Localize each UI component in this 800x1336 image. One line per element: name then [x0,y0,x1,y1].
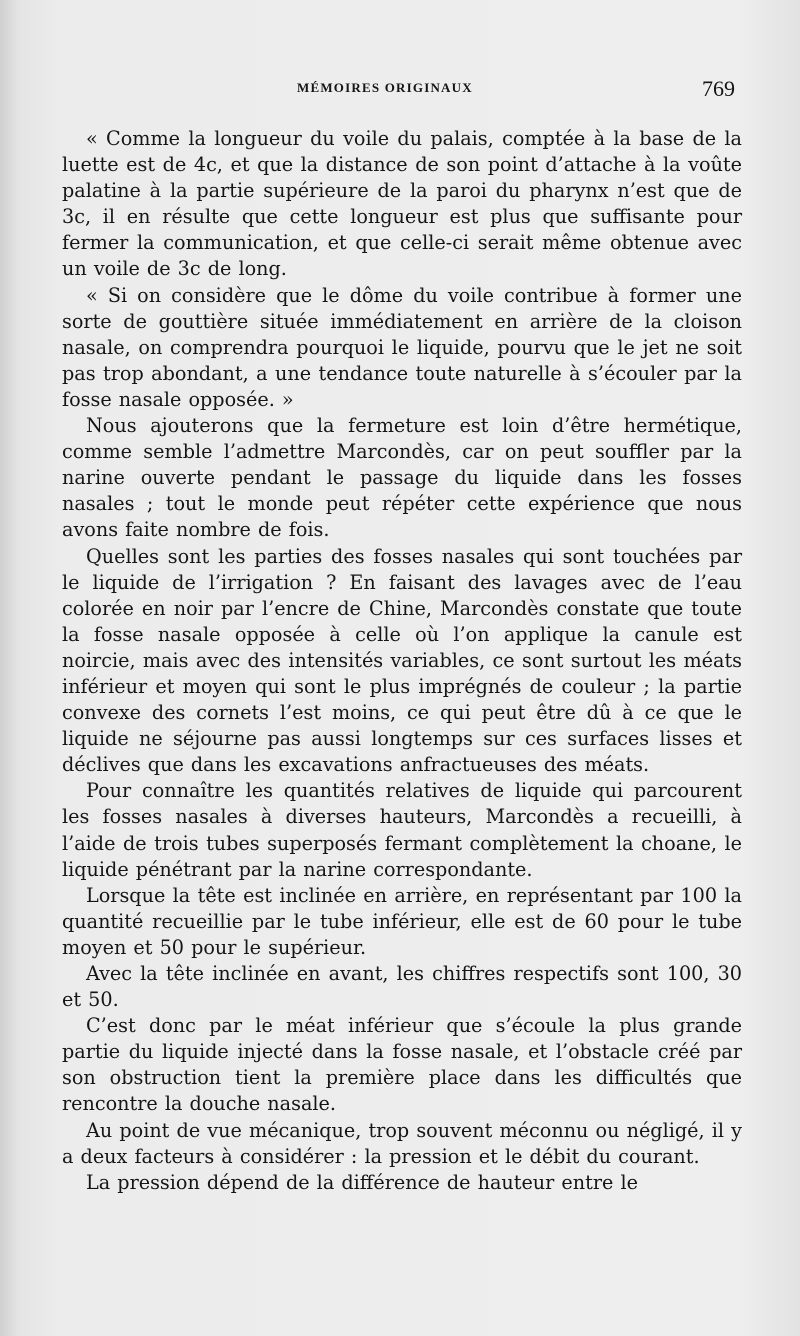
paragraph-10: La pression dépend de la différence de hauteur entre le [86,1170,638,1194]
paragraph-2: « Si on considère que le dôme du voile contribue à former une sorte de gouttière située immédiatement en arrière de la cloison nasale, on comprendra pourquoi le liquide, pourvu que le jet ne soit pas trop abondant, a une tendance toute naturelle à s’écouler par la fosse nasale opposée. » [62,283,742,411]
running-title: MÉMOIRES ORIGINAUX [297,80,473,95]
paragraph-8: C’est donc par le méat inférieur que s’écoule la plus grande partie du liquide injecté dans la fosse nasale, et l’obstacle créé par son obstruction tient la première place dans les difficultés que rencontre la douche nasale. [62,1014,742,1116]
paragraph-7: Avec la tête inclinée en avant, les chiffres respectifs sont 100, 30 et 50. [62,962,742,1012]
paragraph-4: Quelles sont les parties des fosses nasales qui sont touchées par le liquide de l’irrigation ? En faisant des lavages avec de l’eau colorée en noir par l’encre de Chine, Marcondès constate que toute la fosse nasale opposée à celle où l’on applique la canule est noircie, mais avec des intensités variables, ce sont surtout les méats inférieur et moyen qui sont le plus imprégnés de couleur ; la partie convexe des cornets l’est moins, ce qui peut être dû à ce que le liquide ne séjourne pas aussi longtemps sur ces surfaces lisses et déclives que dans les excavations anfractueuses des méats. [62,544,742,777]
paragraph-1: « Comme la longueur du voile du palais, comptée à la base de la luette est de 4c, et que la distance de son point d’attache à la voûte palatine à la partie supérieure de la paroi du pharynx n’est que de 3c, il en résulte que cette longueur est plus que suffisante pour fermer la communication, et que celle-ci serait même obtenue avec un voile de 3c de long. [62,127,742,281]
page-header [0,76,800,104]
page-number: 769 [702,76,735,101]
page-body [62,126,742,1196]
paragraph-3: Nous ajouterons que la fermeture est loin d’être hermétique, comme semble l’admettre Marcondès, car on peut souffler par la narine ouverte pendant le passage du liquide dans les fosses nasales ; tout le monde peut répéter cette expérience que nous avons faite nombre de fois. [62,414,742,542]
paragraph-6: Lorsque la tête est inclinée en arrière, en représentant par 100 la quantité recueillie par le tube inférieur, elle est de 60 pour le tube moyen et 50 pour le supérieur. [62,883,742,959]
paragraph-9: Au point de vue mécanique, trop souvent méconnu ou négligé, il y a deux facteurs à considérer : la pression et le débit du courant. [62,1118,742,1168]
paragraph-5: Pour connaître les quantités relatives de liquide qui parcourent les fosses nasales à diverses hauteurs, Marcondès a recueilli, à l’aide de trois tubes superposés fermant complètement la choane, le liquide pénétrant par la narine correspondante. [62,779,742,881]
